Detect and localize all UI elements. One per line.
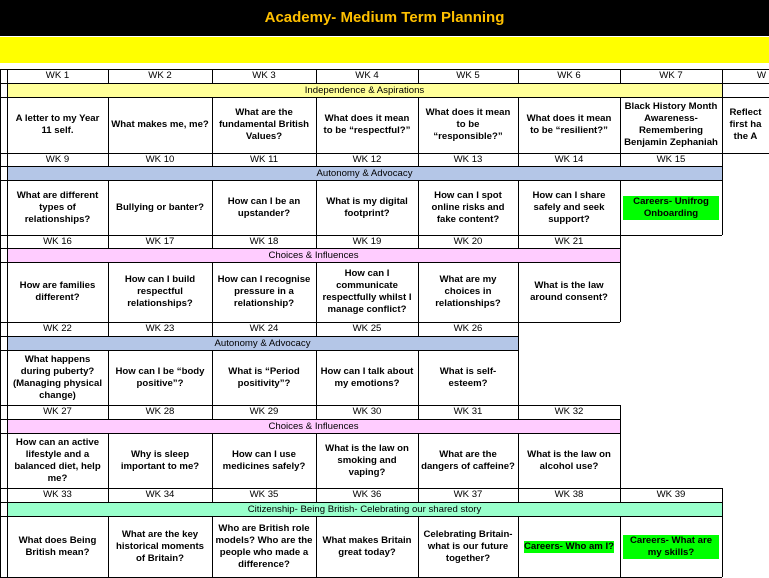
grid-line [108,322,109,336]
week-label: WK 35 [249,489,279,500]
grid-line [620,516,621,577]
week-label: WK 10 [145,153,175,165]
grid-line [722,516,723,577]
week-label: WK 5 [456,70,480,81]
grid-line [7,166,8,180]
grid-line [518,235,519,248]
week-label: WK 15 [656,153,686,165]
grid-line [0,433,620,434]
grid-line [418,433,419,488]
grid-line [316,235,317,248]
grid-line [0,405,620,406]
lesson-question: How can I spot online risks and fake content? [431,189,505,225]
grid-line [0,83,769,84]
lesson-question: Reflect first ha the A [729,107,762,142]
lesson-question: What is “Period positivity”? [228,365,300,389]
grid-line [0,350,518,351]
grid-line [7,97,8,153]
grid-line [108,69,109,83]
grid-line [316,433,317,488]
grid-line [212,350,213,405]
week-label: WK 20 [453,235,483,247]
lesson-question: What are my choices in relationships? [435,274,501,309]
grid-line [620,488,621,502]
lesson-question: A letter to my Year 11 self. [15,113,100,136]
grid-line [620,262,621,322]
grid-line [722,180,723,235]
week-label: WK 4 [355,70,379,81]
week-label: WK 28 [145,406,175,417]
grid-line [7,516,8,577]
grid-line [0,153,1,235]
week-label: WK 3 [252,70,276,81]
grid-line [0,262,620,263]
theme-band: Choices & Influences [7,419,620,433]
week-label: WK 11 [249,153,279,165]
grid-line [418,97,419,153]
grid-line [0,419,620,420]
grid-line [316,405,317,419]
lesson-question: How can I talk about my emotions? [320,365,414,389]
lesson-question: How are families different? [19,280,96,303]
week-label: WK 24 [249,323,279,334]
grid-line [7,488,8,502]
grid-line [0,336,518,337]
grid-line [7,433,8,488]
lesson-question: How can an active lifestyle and a balanced diet, help me? [14,436,101,484]
grid-line [316,97,317,153]
grid-line [7,405,8,419]
grid-line [418,405,419,419]
grid-line [212,97,213,153]
page-title: Academy- Medium Term Planning [264,9,505,26]
grid-line [7,153,8,166]
grid-line [620,419,621,433]
theme-band: Choices & Influences [7,248,620,262]
lesson-question: How can I be “body positive”? [115,365,205,389]
grid-line [212,322,213,336]
grid-line [0,488,1,577]
grid-line [7,419,8,433]
grid-line [518,97,519,153]
grid-line [620,153,621,166]
grid-line [316,153,317,166]
week-label: WK 27 [43,406,72,417]
lesson-question: How can I share safely and seek support? [532,189,606,225]
theme-band: Independence & Aspirations [7,83,722,97]
grid-line [518,405,519,419]
grid-line [418,322,419,336]
lesson-question: What does it mean to be “respectful?” [323,113,411,136]
week-label: WK 13 [453,153,483,165]
grid-line [7,502,8,516]
week-label: WK 38 [554,489,584,500]
week-label: WK 9 [45,153,70,165]
grid-line [620,69,621,83]
lesson-question: Why is sleep important to me? [120,448,200,472]
week-label: WK 12 [352,153,382,165]
lesson-question: What is my digital footprint? [326,195,408,219]
lesson-question: How can I build respectful relationships? [124,274,196,309]
grid-line [316,262,317,322]
lesson-question [620,180,722,235]
grid-line [418,69,419,83]
grid-line [722,166,723,180]
grid-line [418,488,419,502]
grid-line [518,488,519,502]
grid-line [418,153,419,166]
grid-line [212,69,213,83]
grid-line [7,262,8,322]
grid-line [620,235,621,248]
grid-line [7,322,8,336]
lesson-question: How can I be an upstander? [227,195,301,219]
week-label: WK 14 [554,153,584,165]
grid-line [418,262,419,322]
lesson-question: Who are British role models? Who are the people who made a difference? [215,522,313,570]
grid-line [722,153,723,166]
grid-line [418,180,419,235]
grid-line [0,235,1,322]
grid-line [0,322,518,323]
grid-line [108,350,109,405]
lesson-question: What does Being British mean? [18,534,97,558]
week-label: WK 30 [352,406,382,417]
grid-line [0,322,1,405]
grid-line [316,488,317,502]
week-label: WK 6 [557,70,581,81]
grid-line [108,153,109,166]
grid-line [7,235,8,248]
lesson-question: What is self-esteem? [439,365,497,389]
week-label: WK 23 [145,323,175,334]
theme-band: Autonomy & Advocacy [7,166,722,180]
grid-line [620,248,621,262]
grid-line [518,336,519,350]
careers-highlight: Careers- Who am I? [523,540,615,552]
week-label: WK 36 [352,489,382,500]
week-label: WK 39 [656,489,686,500]
lesson-question: Bullying or banter? [116,201,204,213]
grid-line [316,322,317,336]
lesson-question: What are the fundamental British Values? [218,107,310,142]
grid-line [518,350,519,405]
week-label: WK 37 [453,489,483,500]
week-label: WK 7 [659,70,683,81]
week-label: WK 26 [453,323,483,334]
week-label: WK 19 [352,235,382,247]
lesson-question: Celebrating Britain- what is our future together? [423,528,513,564]
grid-line [0,69,769,70]
week-label: WK 22 [43,323,72,334]
careers-highlight: Careers- What are my skills? [623,535,719,559]
grid-line [212,516,213,577]
week-label: WK 21 [554,235,584,247]
grid-line [7,83,8,97]
grid-line [108,488,109,502]
week-label: W [756,70,766,81]
grid-line [7,350,8,405]
grid-line [316,180,317,235]
grid-line [212,235,213,248]
grid-line [0,97,769,98]
grid-line [0,235,620,236]
lesson-question: What happens during puberty? (Managing physical change) [12,353,103,401]
theme-band: Autonomy & Advocacy [7,336,518,350]
week-label: WK 31 [453,406,483,417]
grid-line [7,180,8,235]
week-label: WK 32 [554,406,584,417]
week-label: WK 17 [145,235,175,247]
grid-line [212,262,213,322]
grid-line [212,180,213,235]
lesson-question: Black History Month Awareness- Remembering Benjamin Zephaniah [624,101,718,148]
grid-line [0,248,620,249]
grid-line [316,350,317,405]
grid-line [212,153,213,166]
lesson-question [518,516,620,577]
lesson-question: What are different types of relationships? [16,189,99,225]
grid-line [316,516,317,577]
grid-line [0,502,722,503]
grid-line [722,69,723,83]
grid-line [418,516,419,577]
grid-line [212,433,213,488]
grid-line [620,180,621,235]
lesson-question: What are the key historical moments of Britain? [116,528,204,564]
grid-line [7,69,8,83]
grid-line [722,83,723,97]
lesson-question: What makes Britain great today? [322,534,412,558]
week-label: WK 29 [249,406,279,417]
grid-line [722,97,723,153]
grid-line [108,516,109,577]
grid-line [0,405,1,488]
grid-line [518,516,519,577]
grid-line [722,488,723,502]
grid-line [108,262,109,322]
grid-line [518,322,519,336]
grid-line [518,180,519,235]
grid-line [518,69,519,83]
lesson-question: What makes me, me? [111,119,209,130]
grid-line [108,433,109,488]
week-label: WK 18 [249,235,279,247]
grid-line [518,153,519,166]
grid-line [722,502,723,516]
grid-line [108,97,109,153]
lesson-question: What is the law around consent? [530,280,608,303]
grid-line [212,488,213,502]
grid-line [518,262,519,322]
grid-line [418,235,419,248]
week-label: WK 16 [43,235,72,247]
grid-line [620,433,621,488]
grid-line [108,235,109,248]
grid-line [418,350,419,405]
lesson-question: How can I communicate respectfully whilst I manage conflict? [322,268,412,315]
week-label: WK 2 [148,70,172,81]
week-label: WK 34 [145,489,175,500]
grid-line [7,336,8,350]
grid-line [212,405,213,419]
lesson-question: What does it mean to be “responsible?” [425,107,511,142]
lesson-question [620,516,722,577]
grid-line [316,69,317,83]
week-label: WK 25 [352,323,382,334]
careers-highlight: Careers- Unifrog Onboarding [623,196,719,220]
theme-band: Citizenship- Being British- Celebrating our shared story [7,502,722,516]
lesson-question: What is the law on alcohol use? [527,448,611,472]
week-label: WK 1 [45,70,70,81]
header-band [0,37,769,63]
lesson-question: What are the dangers of caffeine? [421,448,515,472]
lesson-question: What is the law on smoking and vaping? [325,442,409,478]
grid-line [108,405,109,419]
grid-line [108,180,109,235]
grid-line [620,405,621,419]
grid-line [620,97,621,153]
lesson-question: How can I use medicines safely? [222,448,306,472]
lesson-question: How can I recognise pressure in a relationship? [217,274,311,309]
grid-line [7,248,8,262]
week-label: WK 33 [43,489,72,500]
grid-line [0,69,1,153]
grid-line [518,433,519,488]
lesson-question: What does it mean to be “resilient?” [526,113,612,136]
grid-line [0,166,722,167]
